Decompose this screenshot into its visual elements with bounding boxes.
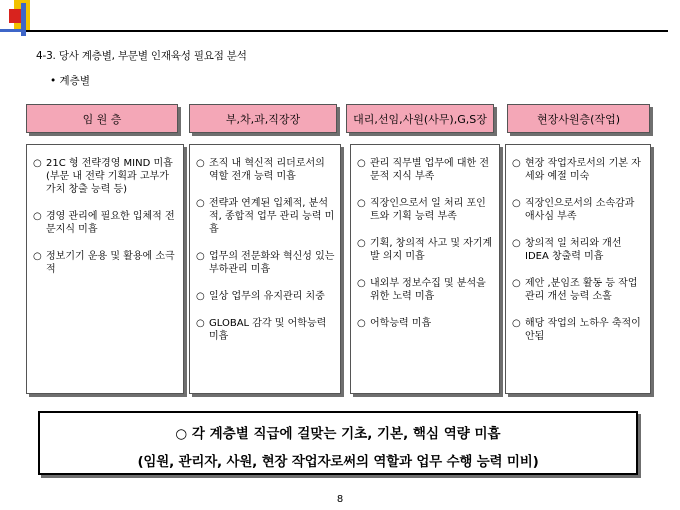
list-item: ○ 창의적 일 처리와 개선 IDEA 창출력 미흡 [512,238,622,262]
subtitle: • 계층별 [50,75,90,87]
bullet-circle: ○ [512,158,521,169]
panel-executives [26,144,184,394]
bullet-circle: ○ [512,198,521,209]
list-item: ○ 전략과 연계된 입체적, 분석적, 종합적 업무 관리 능력 미흡 [196,198,335,235]
summary-line-1: ○ 각 계층별 직급에 걸맞는 기초, 기본, 핵심 역량 미흡 [175,426,501,442]
list-item: ○ 내외부 정보수집 및 분석을 위한 노력 미흡 [357,278,486,302]
bullet-circle: ○ [357,198,366,209]
bullet-circle: ○ [196,158,205,169]
section-title: 4-3. 당사 계층별, 부문별 인재육성 필요점 분석 [36,50,247,62]
bullet-circle: ○ [512,278,521,289]
decorative-red-block [9,9,21,23]
header-managers: 부,차,과,직장장 [189,104,337,133]
list-item: ○ 해당 작업의 노하우 축적이 안됨 [512,318,641,342]
panel-staff [350,144,500,394]
decorative-blue-rule [0,29,26,32]
bullet-circle: ○ [512,238,521,249]
panel-managers [189,144,341,394]
bullet-circle: ○ [196,318,205,329]
list-item: ○ 기획, 창의적 사고 및 자기계발 의지 미흡 [357,238,493,262]
page-number: 8 [336,494,344,505]
list-item: ○ 일상 업무의 유지관리 치중 [196,291,325,302]
list-item: ○ 조직 내 혁신적 리더로서의 역할 전개 능력 미흡 [196,158,325,182]
list-item: ○ 정보기기 운용 및 활용에 소극적 [33,251,175,275]
panel-field-workers [505,144,651,394]
bullet-circle: ○ [33,211,42,222]
bullet-circle: ○ [33,251,42,262]
bullet-circle: ○ [357,158,366,169]
bullet-circle: ○ [196,251,205,262]
summary-line-2: (임원, 관리자, 사원, 현장 작업자로써의 역할과 업무 수행 능력 미비) [137,454,539,470]
bullet-circle: ○ [196,291,205,302]
list-item: ○ 업무의 전문화와 혁신성 있는 부하관리 미흡 [196,251,335,275]
bullet-circle: ○ [33,158,42,169]
list-item: ○ 현장 작업자로서의 기본 자세와 예절 미숙 [512,158,641,182]
list-item: ○ 어학능력 미흡 [357,318,432,329]
list-item: ○ 제안 ,분임조 활동 등 작업관리 개선 능력 소홀 [512,278,638,302]
bullet-circle: ○ [196,198,205,209]
list-item: ○ 21C 형 전략경영 MIND 미흡(부문 내 전략 기획과 고부가가치 창출 능력 등) [33,158,173,195]
title-underline [26,30,668,32]
header-field-workers: 현장사원층(작업) [507,104,650,133]
list-item: ○ 관리 직무별 업무에 대한 전문적 지식 부족 [357,158,489,182]
summary-box [38,411,638,475]
bullet-circle: ○ [357,238,366,249]
bullet-circle: ○ [357,278,366,289]
bullet-circle: ○ [512,318,521,329]
header-executives: 임 원 층 [26,104,178,133]
list-item: ○ 경영 관리에 필요한 입체적 전문지식 미흡 [33,211,175,235]
header-staff: 대리,선임,사원(사무),G,S장 [346,104,494,133]
bullet-circle: ○ [357,318,366,329]
list-item: ○ 직장인으로서의 소속감과 애사심 부족 [512,198,635,222]
list-item: ○ GLOBAL 감각 및 어학능력 미흡 [196,318,327,342]
list-item: ○ 직장인으로서 일 처리 포인트와 기획 능력 부족 [357,198,486,222]
